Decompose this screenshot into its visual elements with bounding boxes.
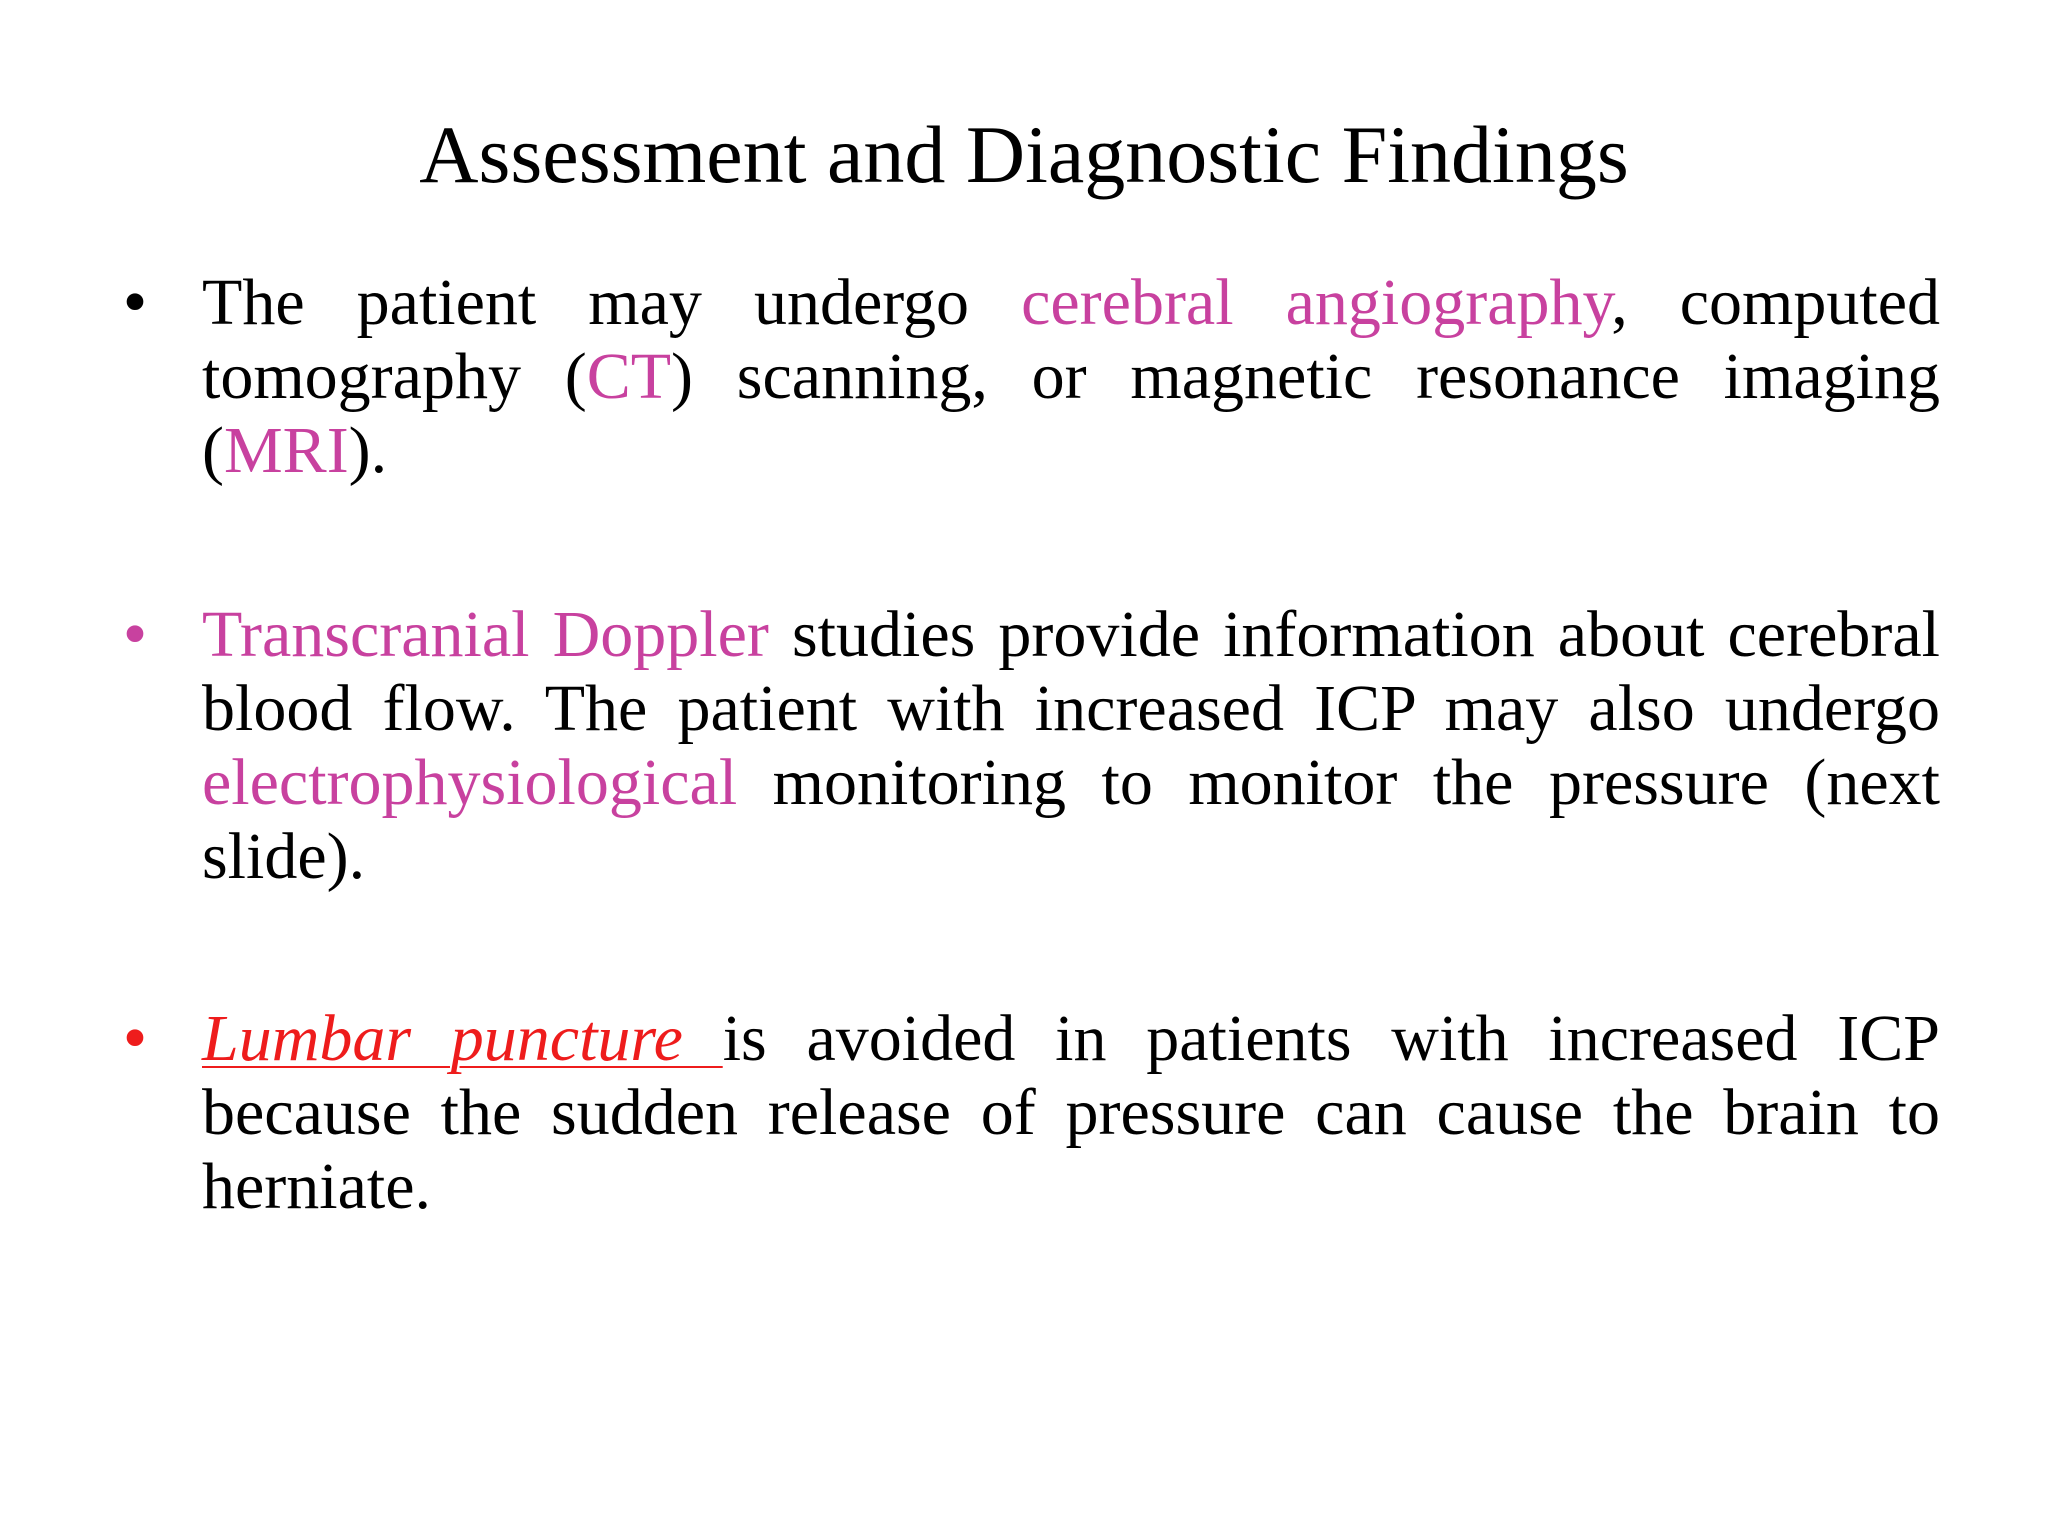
highlight-cerebral-angiography: cerebral angiography xyxy=(1021,266,1612,339)
text-run: monitoring to monitor the pressure (next slide). xyxy=(202,746,1940,893)
highlight-mri: MRI xyxy=(223,414,349,487)
text-run: studies provide information about cerebral blood flow. The patient with increased ICP may also undergo xyxy=(202,598,1940,745)
bullet-item-imaging xyxy=(120,266,1940,488)
text-run: is avoided in patients with increased ICP because the sudden release of pressure can cause the brain to herniate. xyxy=(202,1002,1940,1223)
highlight-ct: CT xyxy=(586,340,672,413)
text-run: The patient may undergo xyxy=(202,266,1022,339)
text-run: , computed tomography ( xyxy=(202,266,1941,413)
bullet-text xyxy=(202,598,1940,894)
bullet-marker: • xyxy=(122,596,148,673)
text-run: ) scanning, or magnetic resonance imaging ( xyxy=(202,340,1940,487)
bullet-item-lumbar-puncture xyxy=(120,1002,1940,1224)
bullet-marker: • xyxy=(122,1000,148,1077)
bullet-item-doppler xyxy=(120,598,1940,894)
bullet-marker: • xyxy=(122,264,148,341)
highlight-electrophysiological: electrophysiological xyxy=(202,746,738,819)
bullet-text xyxy=(202,1002,1940,1224)
highlight-lumbar-puncture: Lumbar puncture xyxy=(202,1002,723,1075)
text-run: ). xyxy=(348,414,388,487)
bullet-text xyxy=(202,266,1940,488)
slide-title: Assessment and Diagnostic Findings xyxy=(419,109,1629,200)
highlight-transcranial-doppler: Transcranial Doppler xyxy=(202,598,769,671)
